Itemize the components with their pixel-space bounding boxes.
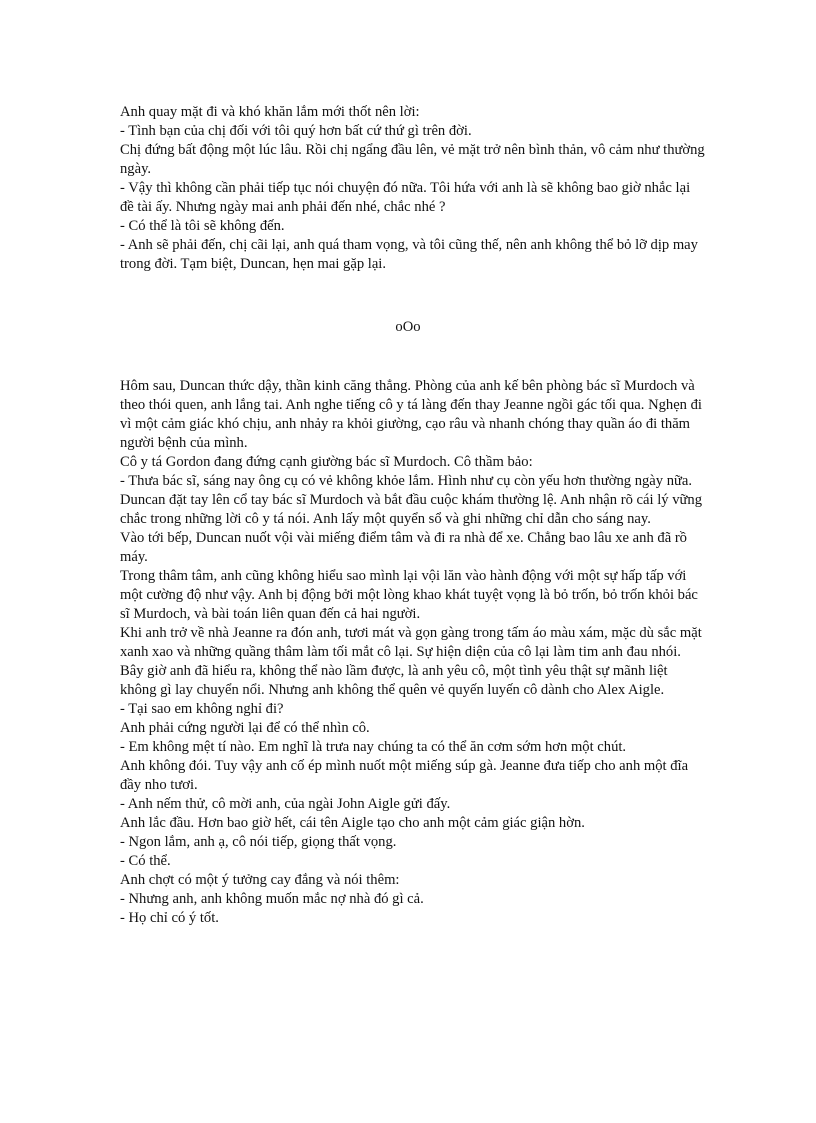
paragraph: - Anh nếm thử, cô mời anh, của ngài John Aigle gửi đấy. [120, 796, 451, 812]
text-section-2 [120, 377, 705, 928]
paragraph: - Họ chỉ có ý tốt. [120, 910, 219, 926]
paragraph: Duncan đặt tay lên cổ tay bác sĩ Murdoch và bắt đầu cuộc khám thường lệ. Anh nhận rõ cái lý vững chắc trong những lời cô y tá nói. Anh lấy một quyển sổ và ghi những chỉ dẫn cho sáng nay. [120, 492, 702, 527]
paragraph: - Có thể. [120, 853, 171, 869]
paragraph: Anh lắc đầu. Hơn bao giờ hết, cái tên Aigle tạo cho anh một cảm giác giận hờn. [120, 815, 585, 831]
paragraph: - Có thể là tôi sẽ không đến. [120, 218, 285, 234]
paragraph: Anh phải cứng người lại để có thể nhìn cô. [120, 720, 370, 736]
paragraph: Cô y tá Gordon đang đứng cạnh giường bác sĩ Murdoch. Cô thầm bảo: [120, 454, 533, 470]
paragraph: Chị đứng bất động một lúc lâu. Rồi chị ngẩng đầu lên, vẻ mặt trở nên bình thản, vô cảm như thường ngày. [120, 142, 705, 177]
paragraph: - Thưa bác sĩ, sáng nay ông cụ có vẻ không khỏe lắm. Hình như cụ còn yếu hơn thường ngày nữa. [120, 473, 693, 489]
paragraph: Hôm sau, Duncan thức dậy, thần kinh căng thẳng. Phòng của anh kế bên phòng bác sĩ Murdoch và theo thói quen, anh lắng tai. Anh nghe tiếng cô y tá làng đến thay Jeanne ngồi gác tối qua. Nghẹn đi vì một cảm giác khó chịu, anh nhảy ra khỏi giường, cạo râu và nhanh chóng thay quần áo đi thăm người bệnh của mình. [120, 378, 702, 451]
paragraph: - Em không mệt tí nào. Em nghĩ là trưa nay chúng ta có thể ăn cơm sớm hơn một chút. [120, 739, 627, 755]
paragraph: Anh quay mặt đi và khó khăn lắm mới thốt nên lời: [120, 104, 420, 120]
paragraph: Khi anh trở về nhà Jeanne ra đón anh, tươi mát và gọn gàng trong tấm áo màu xám, mặc dù sắc mặt xanh xao và những quầng thâm làm tối mắt cô lại. Sự hiện diện của cô lại làm tim anh đau nhói. Bây giờ anh đã hiểu ra, không thể nào lầm được, là anh yêu cô, một tình yêu thật sự mãnh liệt không gì lay chuyển nổi. Nhưng anh không thể quên vẻ quyến luyến cô dành cho Alex Aigle. [120, 625, 702, 698]
paragraph: - Anh sẽ phải đến, chị cãi lại, anh quá tham vọng, và tôi cũng thế, nên anh không thể bỏ lỡ dịp may trong đời. Tạm biệt, Duncan, hẹn mai gặp lại. [120, 237, 698, 272]
paragraph: Vào tới bếp, Duncan nuốt vội vài miếng điểm tâm và đi ra nhà để xe. Chẳng bao lâu xe anh đã rồ máy. [120, 530, 687, 565]
paragraph: - Ngon lắm, anh ạ, cô nói tiếp, giọng thất vọng. [120, 834, 397, 850]
paragraph: - Vậy thì không cần phải tiếp tục nói chuyện đó nữa. Tôi hứa với anh là sẽ không bao giờ nhắc lại đề tài ấy. Nhưng ngày mai anh phải đến nhé, chắc nhé ? [120, 180, 691, 215]
paragraph: - Tình bạn của chị đối với tôi quý hơn bất cứ thứ gì trên đời. [120, 123, 472, 139]
paragraph: Anh chợt có một ý tưởng cay đắng và nói thêm: [120, 872, 400, 888]
paragraph: Anh không đói. Tuy vậy anh cố ép mình nuốt một miếng súp gà. Jeanne đưa tiếp cho anh một đĩa đầy nho tươi. [120, 758, 689, 793]
paragraph: - Nhưng anh, anh không muốn mắc nợ nhà đó gì cả. [120, 891, 424, 907]
text-section-1 [120, 103, 705, 274]
paragraph: Trong thâm tâm, anh cũng không hiểu sao mình lại vội lăn vào hành động với một sự hấp tấp với một cường độ như vậy. Anh bị động bởi một lòng khao khát tuyệt vọng là bỏ trốn, bỏ trốn khỏi bác sĩ Murdoch, và bài toán liên quan đến cả hai người. [120, 568, 698, 622]
section-separator: oOo [395, 319, 421, 335]
paragraph: - Tại sao em không nghỉ đi? [120, 701, 284, 717]
